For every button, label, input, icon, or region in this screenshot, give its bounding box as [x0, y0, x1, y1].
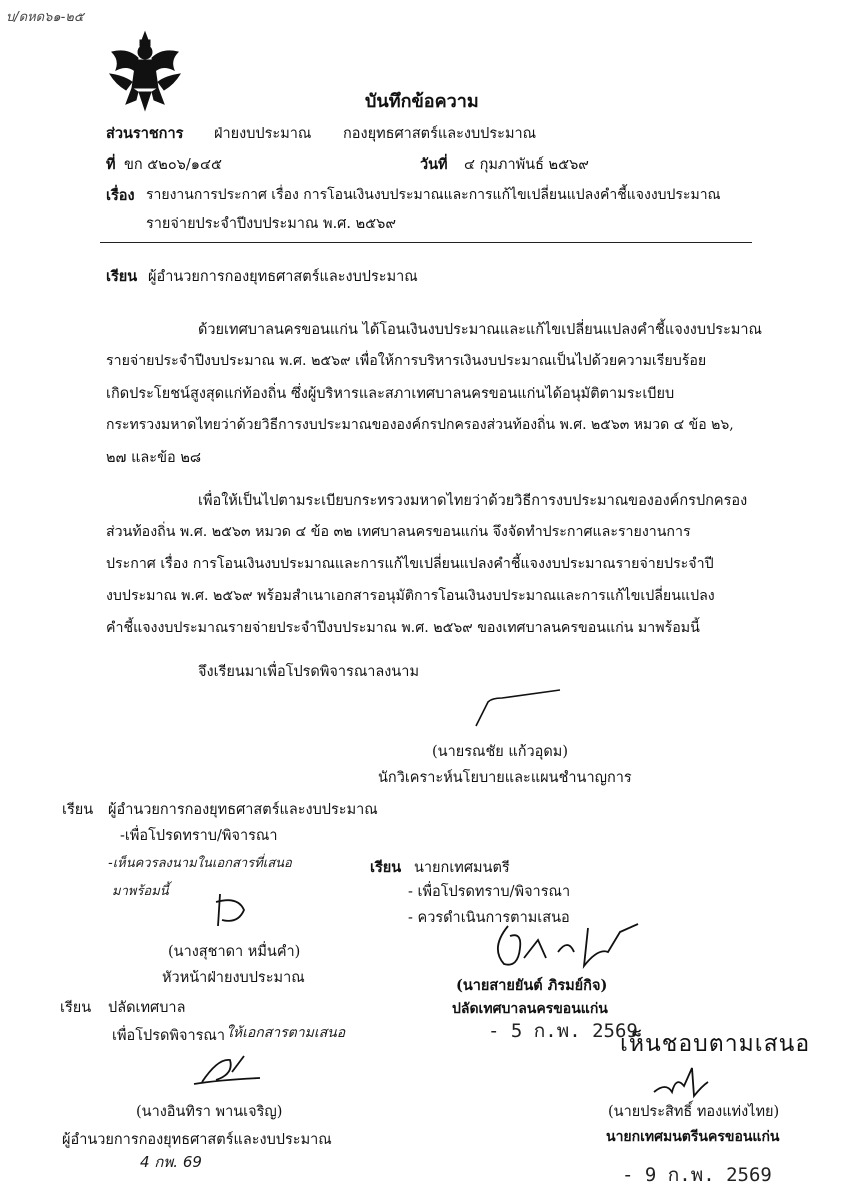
minute2-date-stamp: - 5 ก.พ. 2569 [488, 1020, 638, 1042]
minute1-handwritten-1: -เห็นควรลงนามในเอกสารที่เสนอ [108, 856, 292, 871]
garuda-emblem [106, 30, 184, 112]
p2-line-5: คำชี้แจงงบประมาณรายจ่ายประจำปีงบประมาณ พ.ศ. ๒๕๖๙ ของเทศบาลนครขอนแก่น มาพร้อมนี้ [106, 620, 700, 636]
minute3-name: (นางอินทิรา พานเจริญ) [136, 1104, 283, 1120]
minute2-to: นายกเทศมนตรี [414, 860, 510, 876]
p2-line-1: เพื่อให้เป็นไปตามระเบียบกระทรวงมหาดไทยว่าด้วยวิธีการงบประมาณขององค์กรปกครอง [198, 493, 748, 509]
minute2-line2: - ควรดำเนินการตามเสนอ [408, 910, 570, 926]
p1-line-2: รายจ่ายประจำปีงบประมาณ พ.ศ. ๒๕๖๙ เพื่อให้การบริหารเงินงบประมาณเป็นไปด้วยความเรียบร้อย [106, 353, 707, 369]
p1-line-1: ด้วยเทศบาลนครขอนแก่น ได้โอนเงินงบประมาณและแก้ไขเปลี่ยนแปลงคำชี้แจงงบประมาณ [198, 322, 763, 338]
signature-4 [188, 1050, 268, 1090]
minute1-to: ผู้อำนวยการกองยุทธศาสตร์และงบประมาณ [108, 802, 378, 818]
minute2-position: ปลัดเทศบาลนครขอนแก่น [452, 1001, 608, 1017]
minute2-name: (นายสายยันต์ ภิรมย์กิจ) [456, 977, 608, 994]
mayor-name: (นายประสิทธิ์ ทองแท่งไทย) [608, 1104, 780, 1120]
signature-3 [488, 918, 648, 974]
signature-5 [648, 1062, 712, 1102]
minute3-label: เรียน [60, 1000, 92, 1016]
salutation-label: เรียน [106, 268, 138, 285]
minute1-label: เรียน [62, 802, 94, 818]
minute3-handwritten-date: 4 กพ. 69 [140, 1153, 202, 1171]
minute1-handwritten-2: มาพร้อมนี้ [112, 884, 169, 899]
mayor-date-stamp: - 9 ก.พ. 2569 [622, 1164, 772, 1186]
corner-note: บ/ดหด๖๑-๒๕ [6, 10, 84, 25]
mayor-position: นายกเทศมนตรีนครขอนแก่น [606, 1129, 780, 1145]
minute1-position: หัวหน้าฝ่ายงบประมาณ [162, 970, 305, 986]
p1-line-3: เกิดประโยชน์สูงสุดแก่ท้องถิ่น ซึ่งผู้บริหารและสภาเทศบาลนครขอนแก่นได้อนุมัติตามระเบียบ [106, 386, 675, 402]
signer1-position: นักวิเคราะห์นโยบายและแผนชำนาญการ [378, 770, 632, 786]
p2-line-2: ส่วนท้องถิ่น พ.ศ. ๒๕๖๓ หมวด ๔ ข้อ ๓๒ เทศบาลนครขอนแก่น จึงจัดทำประกาศและรายงานการ [106, 524, 691, 540]
dept-division: กองยุทธศาสตร์และงบประมาณ [343, 126, 537, 142]
subject-line-2: รายจ่ายประจำปีงบประมาณ พ.ศ. ๒๕๖๙ [146, 216, 396, 232]
signer1-name: (นายรณชัย แก้วอุดม) [432, 744, 569, 760]
subject-line-1: รายงานการประกาศ เรื่อง การโอนเงินงบประมาณและการแก้ไขเปลี่ยนแปลงคำชี้แจงงบประมาณ [146, 187, 721, 203]
p2-line-4: งบประมาณ พ.ศ. ๒๕๖๙ พร้อมสำเนาเอกสารอนุมัติการโอนเงินงบประมาณและการแก้ไขเปลี่ยนแปลง [106, 588, 715, 604]
minute3-position: ผู้อำนวยการกองยุทธศาสตร์และงบประมาณ [62, 1132, 332, 1148]
minute1-line1: -เพื่อโปรดทราบ/พิจารณา [120, 828, 278, 844]
signature-2 [208, 890, 258, 930]
p2-line-3: ประกาศ เรื่อง การโอนเงินงบประมาณและการแก้ไขเปลี่ยนแปลงคำชี้แจงงบประมาณรายจ่ายประจำปี [106, 556, 714, 572]
header-divider [100, 242, 752, 243]
mayor-approval: เห็นชอบตามเสนอ [620, 1031, 811, 1057]
dept-label: ส่วนราชการ [106, 125, 184, 142]
subject-label: เรื่อง [106, 187, 135, 204]
minute1-name: (นางสุชาดา หมื่นคำ) [168, 944, 301, 960]
salutation-to: ผู้อำนวยการกองยุทธศาสตร์และงบประมาณ [148, 269, 418, 285]
closing-line: จึงเรียนมาเพื่อโปรดพิจารณาลงนาม [198, 664, 420, 680]
minute3-line1: เพื่อโปรดพิจารณา [112, 1028, 225, 1044]
ref-label: ที่ [106, 156, 116, 173]
ref-value: ขก ๕๒๐๖/๑๔๕ [124, 157, 222, 173]
minute2-line1: - เพื่อโปรดทราบ/พิจารณา [408, 884, 571, 900]
date-value: ๔ กุมภาพันธ์ ๒๕๖๙ [464, 157, 589, 173]
minute2-label: เรียน [370, 859, 402, 876]
p1-line-5: ๒๗ และข้อ ๒๘ [106, 450, 202, 466]
signature-1 [474, 688, 564, 728]
minute3-handwritten: ให้เอกสารตามเสนอ [226, 1025, 346, 1041]
p1-line-4: กระทรวงมหาดไทยว่าด้วยวิธีการงบประมาณขององค์กรปกครองส่วนท้องถิ่น พ.ศ. ๒๕๖๓ หมวด ๔ ข้อ ๒๖, [106, 417, 734, 433]
dept-unit: ฝ่ายงบประมาณ [214, 126, 312, 142]
date-label: วันที่ [420, 156, 448, 173]
memo-title: บันทึกข้อความ [365, 91, 479, 112]
minute3-to: ปลัดเทศบาล [108, 1000, 186, 1016]
